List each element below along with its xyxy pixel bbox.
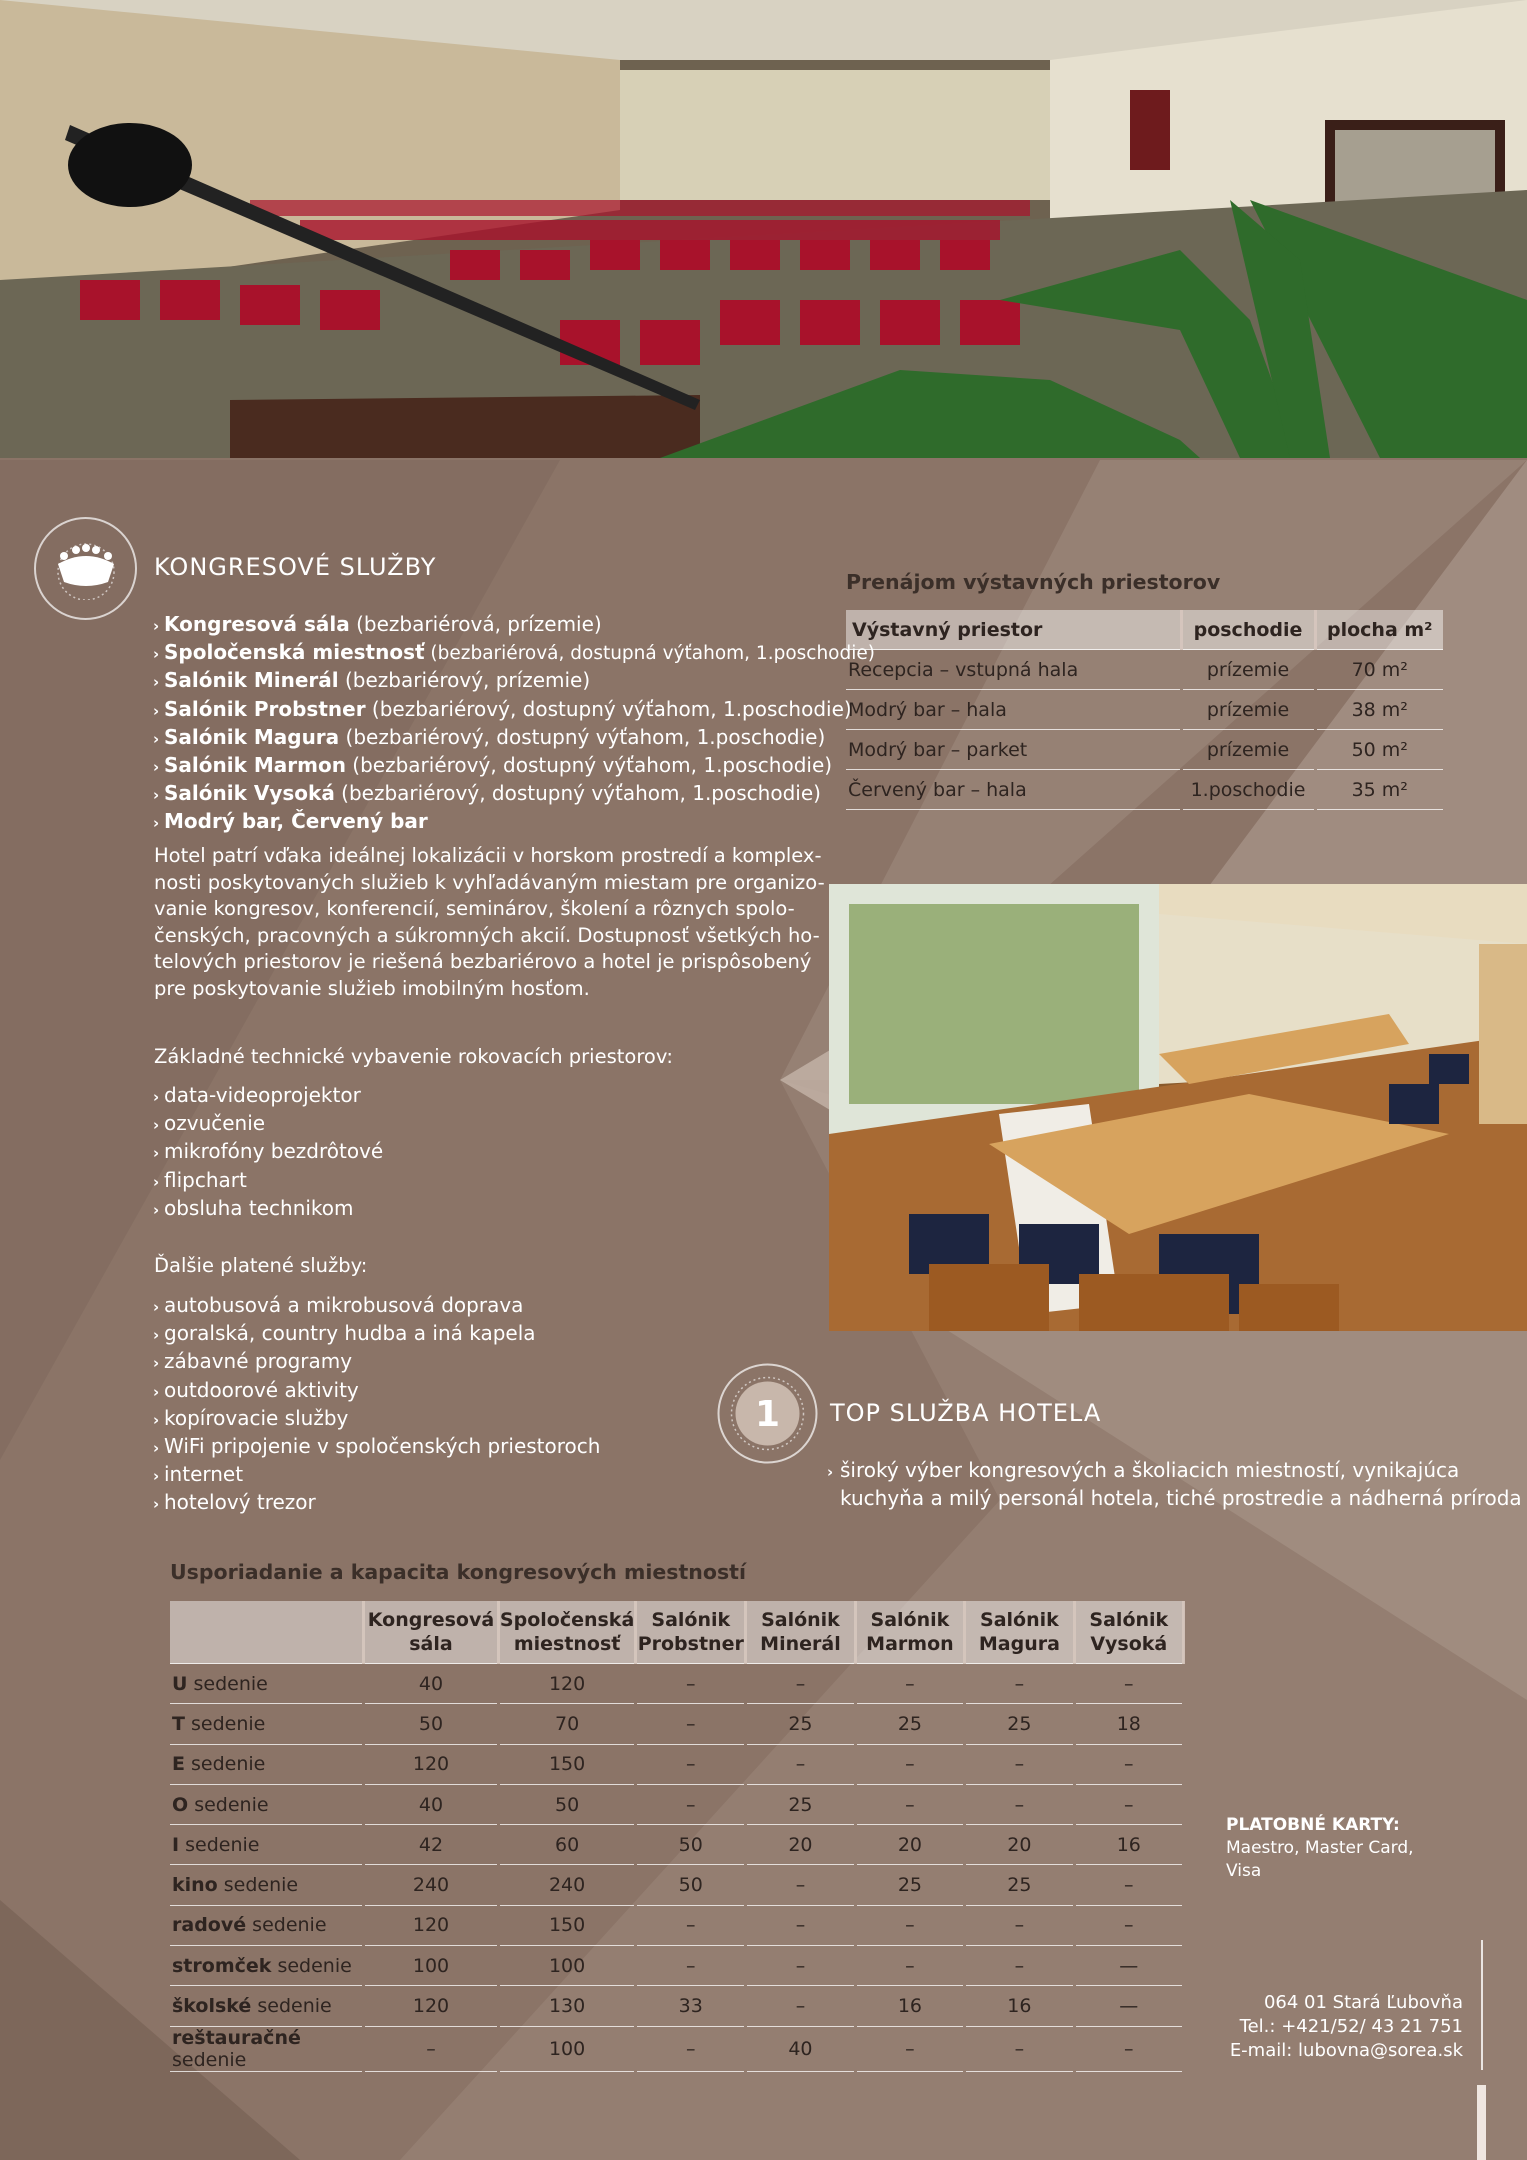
capacity-row-type: kino — [172, 1874, 218, 1897]
equipment-item — [153, 1195, 383, 1223]
top-service-title: TOP SLUŽBA HOTELA — [830, 1399, 1102, 1427]
capacity-cell: – — [1074, 1664, 1183, 1704]
capacity-cell: 130 — [498, 1986, 635, 2026]
bullet-chevron-icon: › — [153, 729, 160, 748]
corner-accent — [1477, 2085, 1486, 2160]
capacity-row-type: reštauračné — [172, 2026, 301, 2049]
paid-service-text: internet — [164, 1462, 244, 1487]
paid-service-item — [153, 1461, 600, 1489]
capacity-row — [170, 1784, 1184, 1824]
exhibition-cell: Červený bar – hala — [846, 770, 1181, 810]
bullet-chevron-icon: › — [153, 1298, 160, 1316]
paid-service-text: zábavné programy — [164, 1349, 353, 1374]
capacity-column-header-line: Kongresová — [367, 1609, 495, 1631]
room-item — [153, 780, 875, 808]
capacity-row-type: T — [172, 1712, 185, 1735]
bullet-chevron-icon: › — [153, 1200, 160, 1219]
payment-title: PLATOBNÉ KARTY: — [1226, 1815, 1400, 1835]
exhibition-cell: Modrý bar – parket — [846, 730, 1181, 770]
capacity-column-header-line: Salónik — [980, 1609, 1059, 1631]
capacity-row-suffix: sedenie — [246, 1914, 327, 1937]
room-name: Salónik Vysoká — [164, 781, 335, 806]
bullet-chevron-icon: › — [153, 1439, 160, 1458]
capacity-row-suffix: sedenie — [187, 1672, 268, 1695]
contact-divider — [1481, 1940, 1483, 2070]
capacity-cell: – — [746, 1744, 855, 1784]
capacity-cell: 100 — [364, 1946, 499, 1986]
capacity-row-label — [170, 1825, 364, 1865]
paid-service-item — [153, 1433, 600, 1461]
bullet-chevron-icon: › — [153, 1144, 160, 1163]
exhibition-cell: prízemie — [1181, 650, 1315, 690]
capacity-column-header-line: Marmon — [866, 1633, 954, 1655]
capacity-cell: 50 — [636, 1865, 746, 1905]
capacity-cell: – — [746, 1986, 855, 2026]
room-detail: (bezbariérová, prízemie) — [349, 612, 602, 636]
room-name: Spoločenská miestnosť — [164, 640, 425, 665]
capacity-column-header-line: sála — [409, 1633, 453, 1655]
capacity-column-header-line: Salónik — [761, 1609, 840, 1631]
capacity-row-label — [170, 1986, 364, 2026]
capacity-cell: 240 — [498, 1865, 635, 1905]
capacity-cell: – — [746, 1905, 855, 1945]
capacity-cell: – — [855, 1744, 965, 1784]
paid-service-item — [153, 1489, 600, 1517]
room-name: Salónik Minerál — [164, 668, 339, 693]
paid-service-item — [153, 1377, 600, 1405]
capacity-cell: – — [636, 1946, 746, 1986]
capacity-row-label — [170, 1744, 364, 1784]
room-item — [153, 724, 875, 752]
capacity-row-type: stromček — [172, 1954, 272, 1977]
capacity-cell: – — [636, 2026, 746, 2071]
capacity-row-type: školské — [172, 1995, 252, 2018]
capacity-cell: 60 — [498, 1825, 635, 1865]
capacity-cell: 150 — [498, 1905, 635, 1945]
capacity-cell: 70 — [498, 1704, 635, 1744]
capacity-column-header-line: Salónik — [651, 1609, 731, 1631]
top-service-badge — [716, 1362, 819, 1465]
paid-service-item — [153, 1320, 600, 1348]
room-detail: (bezbariérová, dostupná výťahom, 1.poschodie) — [424, 643, 875, 665]
exhibition-row — [846, 650, 1443, 690]
capacity-cell: – — [746, 1664, 855, 1704]
capacity-row-suffix: sedenie — [184, 1753, 266, 1776]
room-item — [153, 752, 875, 780]
capacity-row-label — [170, 1905, 364, 1945]
contact-address: 064 01 Stará Ľubovňa — [1263, 1992, 1463, 2013]
capacity-cell: 20 — [965, 1825, 1074, 1865]
equipment-list — [153, 1082, 383, 1223]
equipment-item — [153, 1167, 383, 1195]
equipment-title: Základné technické vybavenie rokovacích priestorov: — [154, 1045, 673, 1068]
capacity-cell: 50 — [636, 1825, 746, 1865]
bullet-chevron-icon: › — [153, 786, 160, 805]
exhibition-cell: 70 m² — [1315, 650, 1443, 690]
capacity-row-suffix: sedenie — [188, 1793, 269, 1816]
paid-service-text: goralská, country hudba a iná kapela — [164, 1321, 536, 1346]
payment-cards — [1226, 1814, 1414, 1883]
capacity-column-header — [855, 1601, 965, 1664]
exhibition-header-space: Výstavný priestor — [846, 610, 1181, 650]
capacity-cell: 50 — [498, 1784, 635, 1824]
capacity-column-header-line: Salónik — [870, 1609, 950, 1631]
capacity-cell: – — [965, 1784, 1074, 1824]
capacity-cell: — — [1074, 1986, 1183, 2026]
capacity-cell: – — [1074, 1744, 1183, 1784]
equipment-item — [153, 1110, 383, 1138]
capacity-cell: – — [636, 1784, 746, 1824]
capacity-cell: – — [855, 1946, 965, 1986]
capacity-cell: 40 — [364, 1784, 499, 1824]
capacity-row-label — [170, 1784, 364, 1824]
capacity-cell: – — [855, 1905, 965, 1945]
capacity-cell: 120 — [498, 1664, 635, 1704]
capacity-cell: 150 — [498, 1744, 635, 1784]
bullet-chevron-icon: › — [153, 701, 160, 720]
exhibition-cell: Modrý bar – hala — [846, 690, 1181, 730]
capacity-column-header-line: Magura — [978, 1633, 1060, 1655]
capacity-cell: – — [1074, 1865, 1183, 1905]
room-item — [153, 667, 875, 695]
capacity-column-header — [364, 1601, 499, 1664]
exhibition-table-title: Prenájom výstavných priestorov — [846, 570, 1221, 594]
bullet-chevron-icon: › — [153, 1382, 160, 1401]
equipment-text: data-videoprojektor — [164, 1083, 361, 1107]
bullet-chevron-icon: › — [153, 1410, 160, 1429]
capacity-cell: – — [1074, 2026, 1183, 2071]
room-item — [153, 696, 875, 724]
capacity-cell: 240 — [364, 1865, 499, 1905]
room-detail: (bezbariérový, dostupný výťahom, 1.poschodie) — [345, 753, 833, 778]
room-detail: (bezbariérový, dostupný výťahom, 1.poschodie) — [365, 696, 852, 721]
bullet-chevron-icon: › — [153, 645, 160, 664]
capacity-column-header-line: Vysoká — [1090, 1633, 1168, 1655]
room-name: Modrý bar, Červený bar — [164, 809, 428, 834]
capacity-cell: – — [965, 1946, 1074, 1986]
capacity-cell: 120 — [364, 1744, 499, 1784]
capacity-column-header — [965, 1601, 1074, 1664]
exhibition-cell: 35 m² — [1315, 770, 1443, 810]
room-name: Salónik Magura — [164, 724, 340, 749]
capacity-row — [170, 1865, 1184, 1905]
capacity-cell: – — [1074, 1905, 1183, 1945]
capacity-cell: 20 — [855, 1825, 965, 1865]
congress-hall-icon — [34, 517, 137, 620]
capacity-row-suffix: sedenie — [217, 1874, 299, 1897]
bullet-chevron-icon: › — [153, 1172, 160, 1191]
exhibition-cell: 38 m² — [1315, 690, 1443, 730]
capacity-cell: 33 — [636, 1986, 746, 2026]
contact-block — [1230, 1991, 1463, 2063]
capacity-column-header — [636, 1601, 746, 1664]
capacity-cell: – — [965, 2026, 1074, 2071]
payment-line1: Maestro, Master Card, — [1226, 1838, 1414, 1858]
bullet-chevron-icon: › — [153, 1467, 160, 1486]
capacity-cell: – — [746, 1865, 855, 1905]
equipment-item — [153, 1082, 383, 1110]
exhibition-row — [846, 730, 1443, 770]
equipment-text: ozvučenie — [164, 1111, 266, 1136]
bullet-chevron-icon: › — [153, 758, 160, 777]
capacity-row-label — [170, 2026, 364, 2071]
exhibition-table — [846, 610, 1443, 810]
capacity-row-type: radové — [172, 1914, 247, 1937]
svg-text:1: 1 — [754, 1394, 781, 1435]
room-detail: (bezbariérový, dostupný výťahom, 1.poschodie) — [339, 724, 826, 749]
capacity-cell: 20 — [746, 1825, 855, 1865]
exhibition-cell: prízemie — [1181, 730, 1315, 770]
capacity-cell: 120 — [364, 1986, 499, 2026]
capacity-column-header-line: Minerál — [760, 1633, 841, 1655]
exhibition-row — [846, 770, 1443, 810]
capacity-column-header — [1074, 1601, 1183, 1664]
paid-service-item — [153, 1348, 600, 1376]
bullet-chevron-icon: › — [153, 1088, 160, 1106]
exhibition-row — [846, 690, 1443, 730]
capacity-cell: 25 — [746, 1704, 855, 1744]
capacity-cell: 16 — [1074, 1825, 1183, 1865]
capacity-cell: – — [965, 1664, 1074, 1704]
capacity-row — [170, 1905, 1184, 1945]
capacity-cell: – — [855, 2026, 965, 2071]
capacity-cell: — — [1074, 1946, 1183, 1986]
capacity-cell: – — [855, 1784, 965, 1824]
room-item — [153, 611, 875, 639]
capacity-cell: 25 — [855, 1865, 965, 1905]
capacity-row — [170, 2026, 1184, 2071]
capacity-row — [170, 1986, 1184, 2026]
capacity-row — [170, 1825, 1184, 1865]
capacity-cell: 25 — [746, 1784, 855, 1824]
capacity-header-empty — [170, 1601, 364, 1664]
capacity-column-header-line: miestnosť — [513, 1633, 621, 1655]
capacity-column-header — [498, 1601, 635, 1664]
contact-email: E-mail: lubovna@sorea.sk — [1229, 2040, 1463, 2061]
capacity-cell: – — [364, 2026, 499, 2071]
capacity-table — [170, 1601, 1185, 2072]
capacity-cell: 16 — [855, 1986, 965, 2026]
paid-service-text: WiFi pripojenie v spoločenských priestoroch — [164, 1434, 601, 1459]
capacity-column-header-line: Probstner — [637, 1633, 744, 1655]
capacity-row-type: U — [172, 1672, 188, 1695]
capacity-cell: 120 — [364, 1905, 499, 1945]
capacity-cell: – — [965, 1744, 1074, 1784]
capacity-cell: 50 — [364, 1704, 499, 1744]
capacity-cell: 25 — [965, 1704, 1074, 1744]
paid-service-text: autobusová a mikrobusová doprava — [164, 1293, 524, 1317]
congress-services-title: KONGRESOVÉ SLUŽBY — [154, 553, 437, 581]
room-detail: (bezbariérový, dostupný výťahom, 1.poschodie) — [334, 781, 821, 806]
paid-service-text: outdoorové aktivity — [164, 1377, 359, 1402]
room-item — [153, 808, 875, 836]
bullet-chevron-icon: › — [153, 1354, 160, 1373]
capacity-table-title: Usporiadanie a kapacita kongresových miestností — [170, 1560, 746, 1584]
exhibition-cell: Recepcia – vstupná hala — [846, 650, 1181, 690]
capacity-cell: 100 — [498, 2026, 635, 2071]
capacity-cell: – — [636, 1744, 746, 1784]
hotel-description: Hotel patrí vďaka ideálnej lokalizácii v horskom prostredí a komplex- nosti poskytovaných služieb k vyhľadávaným miestam pre organizo- vanie kongresov, konferencií, seminárov, školení a rôznych spolo- čenských, pracovných a súkromných akcií. Dostupnosť všetkých ho- telových priestorov je riešená bezbariérovo a hotel je prispôsobený pre poskytovanie služieb imobilným hosťom. — [154, 844, 825, 1000]
capacity-cell: 42 — [364, 1825, 499, 1865]
capacity-cell: 25 — [965, 1865, 1074, 1905]
exhibition-header-area: plocha m² — [1315, 610, 1443, 650]
capacity-column-header-line: Spoločenská — [499, 1609, 635, 1631]
capacity-cell: 40 — [746, 2026, 855, 2071]
top-service-text: › široký výber kongresových a školiacich miestností, vynikajúca kuchyňa a milý personál hotela, tiché prostredie a nádherná príroda — [827, 1458, 1522, 1510]
capacity-row — [170, 1704, 1184, 1744]
capacity-cell: – — [636, 1664, 746, 1704]
bullet-chevron-icon: › — [153, 673, 160, 692]
capacity-row-type: E — [172, 1753, 185, 1776]
meeting-room-photo — [829, 884, 1527, 1331]
equipment-text: obsluha technikom — [164, 1195, 354, 1220]
paid-service-item — [153, 1292, 600, 1320]
capacity-cell: – — [746, 1946, 855, 1986]
equipment-text: flipchart — [164, 1167, 247, 1192]
capacity-column-header-line: Salónik — [1089, 1609, 1169, 1631]
room-name: Salónik Marmon — [164, 753, 346, 778]
capacity-row-suffix: sedenie — [271, 1954, 352, 1977]
capacity-column-header — [746, 1601, 855, 1664]
capacity-row — [170, 1664, 1184, 1704]
capacity-cell: – — [636, 1905, 746, 1945]
conference-hall-photo — [0, 0, 1527, 458]
exhibition-header-floor: poschodie — [1181, 610, 1315, 650]
capacity-row — [170, 1744, 1184, 1784]
equipment-text: mikrofóny bezdrôtové — [164, 1139, 384, 1164]
paid-service-text: kopírovacie služby — [164, 1405, 349, 1430]
capacity-row-suffix: sedenie — [172, 2048, 247, 2071]
capacity-cell: 40 — [364, 1664, 499, 1704]
paid-service-item — [153, 1405, 600, 1433]
bullet-chevron-icon: › — [153, 814, 160, 833]
paid-service-text: hotelový trezor — [164, 1490, 316, 1515]
exhibition-cell: prízemie — [1181, 690, 1315, 730]
capacity-row-type: I — [172, 1833, 180, 1856]
capacity-cell: – — [855, 1664, 965, 1704]
capacity-cell: – — [1074, 1784, 1183, 1824]
paid-services-title: Ďalšie platené služby: — [154, 1254, 368, 1277]
capacity-cell: – — [965, 1905, 1074, 1945]
capacity-cell: 18 — [1074, 1704, 1183, 1744]
room-item — [153, 639, 875, 667]
capacity-row-label — [170, 1865, 364, 1905]
room-name: Kongresová sála — [164, 612, 350, 636]
capacity-cell: 100 — [498, 1946, 635, 1986]
exhibition-cell: 1.poschodie — [1181, 770, 1315, 810]
paid-services-list — [153, 1292, 600, 1518]
bullet-chevron-icon: › — [153, 1326, 160, 1345]
capacity-cell: 25 — [855, 1704, 965, 1744]
capacity-row-label — [170, 1704, 364, 1744]
capacity-row-label — [170, 1946, 364, 1986]
capacity-row-suffix: sedenie — [179, 1833, 260, 1856]
rooms-list — [153, 611, 875, 837]
capacity-cell: – — [636, 1704, 746, 1744]
equipment-item — [153, 1138, 383, 1166]
bullet-chevron-icon: › — [153, 1116, 160, 1135]
capacity-row-label — [170, 1664, 364, 1704]
payment-line2: Visa — [1226, 1861, 1262, 1881]
contact-phone: Tel.: +421/52/ 43 21 751 — [1239, 2016, 1463, 2037]
exhibition-cell: 50 m² — [1315, 730, 1443, 770]
capacity-row-suffix: sedenie — [184, 1712, 266, 1735]
capacity-cell: 16 — [965, 1986, 1074, 2026]
capacity-row-suffix: sedenie — [251, 1995, 332, 2018]
room-detail: (bezbariérový, prízemie) — [338, 668, 591, 693]
capacity-row — [170, 1946, 1184, 1986]
capacity-row-type: O — [172, 1793, 189, 1816]
bullet-chevron-icon: › — [153, 617, 160, 635]
room-name: Salónik Probstner — [164, 696, 366, 721]
bullet-chevron-icon: › — [153, 1495, 160, 1514]
